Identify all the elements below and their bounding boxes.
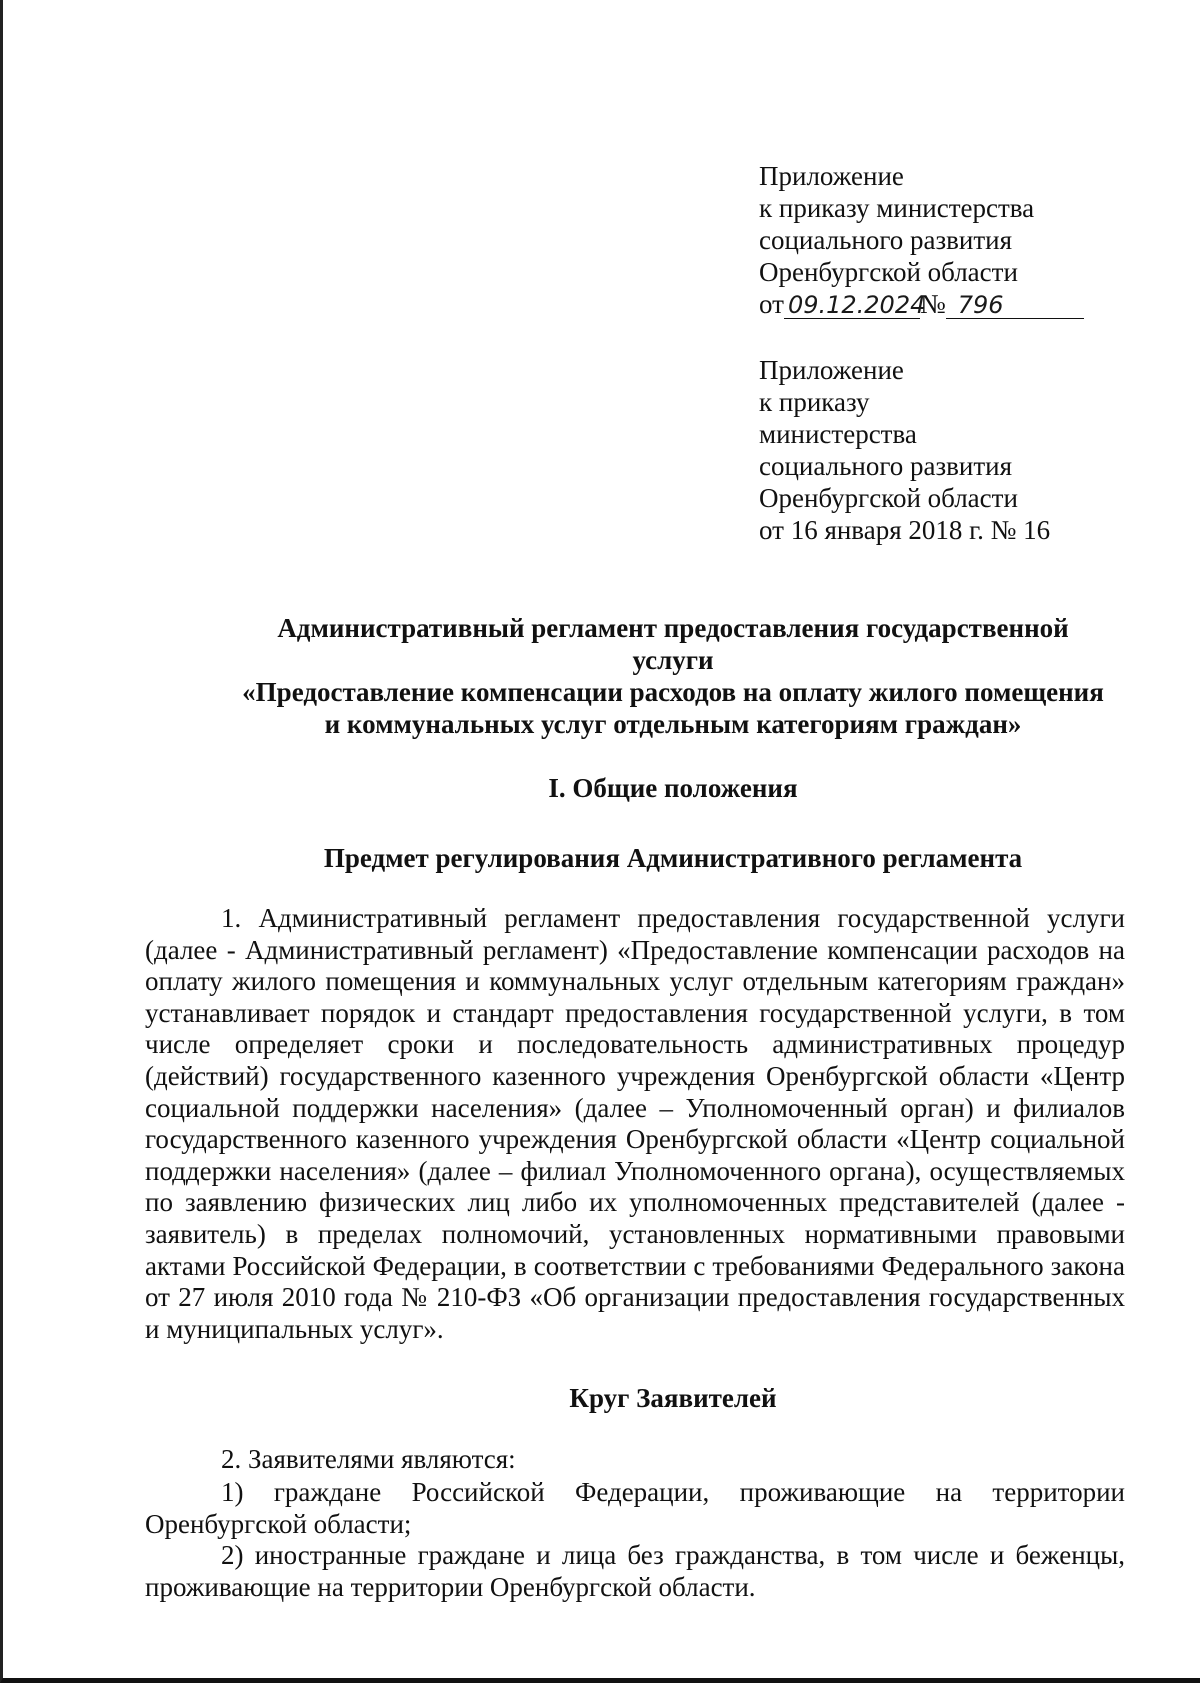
appendix-date-number-line xyxy=(759,288,1159,320)
title-line: Административный регламент предоставления государственной xyxy=(277,613,1069,643)
appendix-line: от 16 января 2018 г. № 16 xyxy=(759,515,1051,545)
appendix-current-block xyxy=(759,160,1159,320)
paragraph-2-item-2: 2) иностранные граждане и лица без гражданства, в том числе и беженцы, проживающие на территории Оренбургской области. xyxy=(145,1540,1125,1602)
section-heading-general: I. Общие положения xyxy=(548,773,798,803)
section-heading-applicants: Круг Заявителей xyxy=(569,1383,777,1413)
appendix-line: Приложение xyxy=(759,355,904,385)
handwritten-number: 796 xyxy=(957,291,1004,319)
appendix-line: Оренбургской области xyxy=(759,483,1018,513)
document-title xyxy=(203,612,1143,740)
title-line: и коммунальных услуг отдельным категориям граждан» xyxy=(324,709,1022,739)
from-label: от xyxy=(759,289,784,319)
appendix-line: к приказу xyxy=(759,387,870,417)
paragraph-2: 2. Заявителями являются: xyxy=(221,1444,516,1474)
handwritten-date-field xyxy=(784,291,926,319)
title-line: услуги xyxy=(632,645,714,675)
paragraph-1: 1. Административный регламент предоставления государственной услуги (далее - Административный регламент) «Предоставление компенсации расходов на оплату жилого помещения и коммунальных услуг отдельным категориям граждан» устанавливает порядок и стандарт предоставления государственной услуги, в том числе определяет сроки и последовательность административных процедур (действий) государственного казенного учреждения Оренбургской области «Центр социальной поддержки населения» (далее – Уполномоченный орган) и филиалов государственного казенного учреждения Оренбургской области «Центр социальной поддержки населения» (далее – филиал Уполномоченного органа), осуществляемых по заявлению физических лиц либо их уполномоченных представителей (далее - заявитель) в пределах полномочий, установленных нормативными правовыми актами Российской Федерации, в соответствии с требованиями Федерального закона от 27 июля 2010 года № 210-ФЗ «Об организации предоставления государственных и муниципальных услуг». xyxy=(145,903,1125,1344)
appendix-line: социального развития xyxy=(759,225,1013,255)
section-heading-subject: Предмет регулирования Административного регламента xyxy=(323,843,1023,873)
paragraph-2-item-1: 1) граждане Российской Федерации, проживающие на территории Оренбургской области; xyxy=(145,1477,1125,1539)
appendix-line: к приказу министерства xyxy=(759,193,1035,223)
number-label: № xyxy=(919,289,946,319)
appendix-line: Оренбургской области xyxy=(759,257,1018,287)
handwritten-number-field xyxy=(946,291,1084,319)
appendix-line: Приложение xyxy=(759,161,904,191)
appendix-line: министерства xyxy=(759,419,917,449)
title-line: «Предоставление компенсации расходов на оплату жилого помещения xyxy=(242,677,1104,707)
appendix-line: социального развития xyxy=(759,451,1013,481)
appendix-original-block xyxy=(759,354,1159,546)
handwritten-date: 09.12.2024 xyxy=(787,291,926,319)
